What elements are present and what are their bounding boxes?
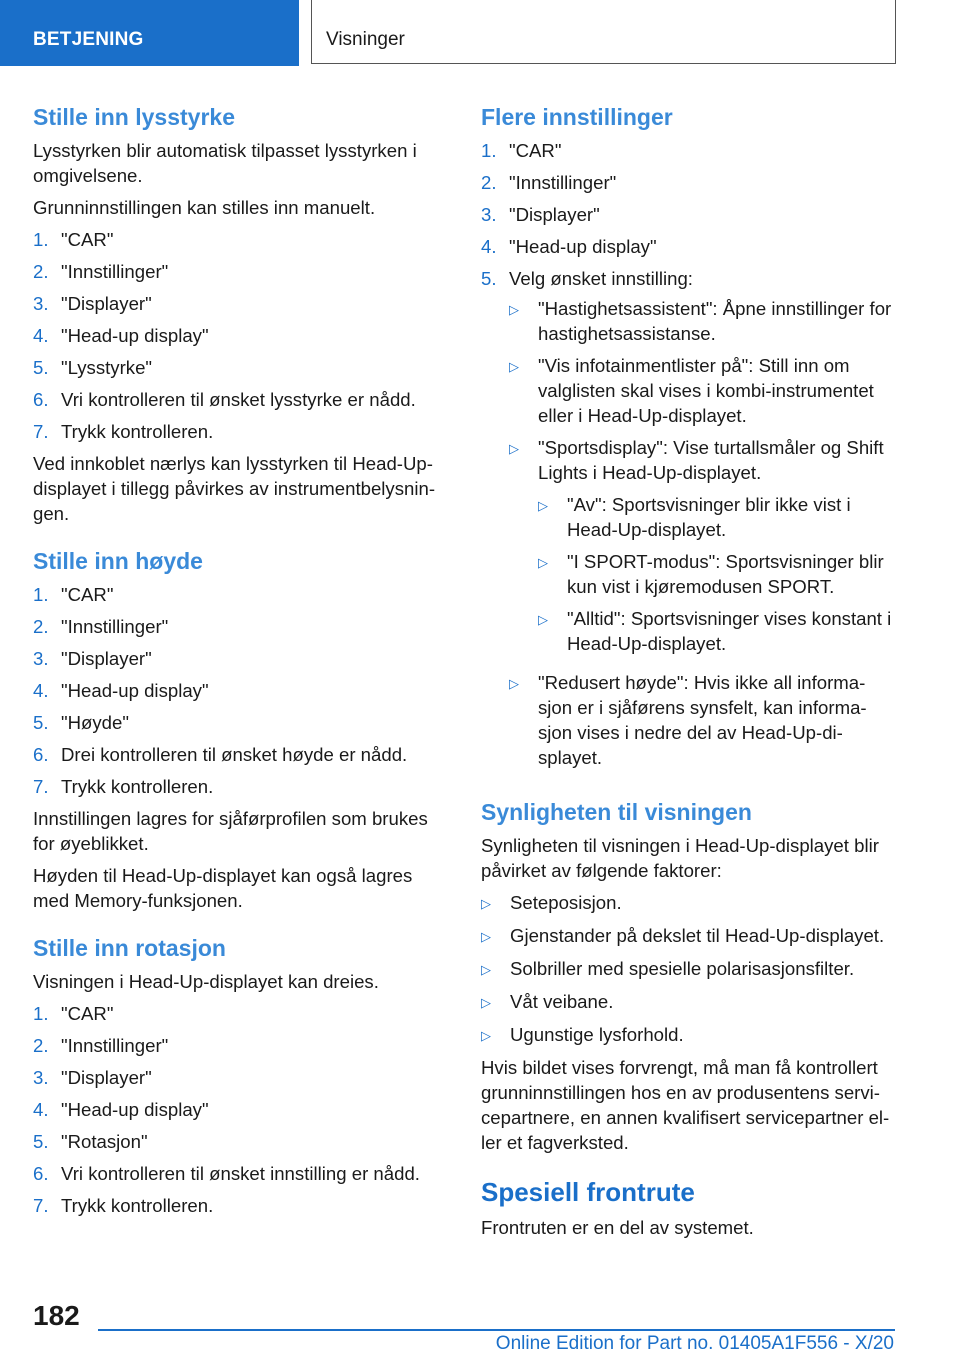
triangle-bullet-icon: ▷ <box>481 896 491 911</box>
step-item <box>33 1129 445 1154</box>
option-item <box>509 435 896 663</box>
step-number: 2. <box>33 1035 49 1056</box>
step-item <box>33 710 445 735</box>
sub-option-text: "I SPORT-modus": Sportsvisninger blir kun vist i kjøremodusen SPORT. <box>567 551 884 597</box>
step-item <box>33 646 445 671</box>
footer-divider <box>98 1329 895 1331</box>
left-column <box>33 102 445 1238</box>
factors-list <box>481 890 896 1048</box>
option-item <box>509 296 896 346</box>
section-visibility <box>481 797 896 1155</box>
step-text: Drei kontrolleren til ønsket høyde er nådd. <box>61 744 408 765</box>
step-text: "Displayer" <box>61 648 152 669</box>
step-number: 6. <box>33 1163 49 1184</box>
step-item <box>33 742 445 767</box>
step-item <box>33 323 445 348</box>
triangle-bullet-icon: ▷ <box>538 498 548 513</box>
triangle-bullet-icon: ▷ <box>509 676 519 691</box>
step-number: 3. <box>33 648 49 669</box>
step-text: "Head-up display" <box>61 680 209 701</box>
step-number: 4. <box>33 1099 49 1120</box>
step-text: "Rotasjon" <box>61 1131 148 1152</box>
paragraph: Synligheten til visningen i Head-Up-displayet blir påvirket av følgende faktorer: <box>481 835 879 881</box>
paragraph: Grunninnstillingen kan stilles inn manuelt. <box>33 197 376 218</box>
step-item <box>33 774 445 799</box>
option-text: "Vis infotainmentlister på": Still inn om valglisten skal vises i kombi-instrumentet eller i Head-Up-displayet. <box>538 355 874 426</box>
factor-text: Ugunstige lysforhold. <box>510 1024 684 1045</box>
step-item <box>33 387 445 412</box>
paragraph: Lysstyrken blir automatisk tilpasset lysstyrken i omgivelsene. <box>33 140 417 186</box>
factor-item <box>481 956 896 982</box>
factor-item <box>481 989 896 1015</box>
paragraph: Hvis bildet vises forvrengt, må man få kontrollert grunninnstillingen hos en av produsentens servi-cepartnere, en annen kvalifisert servicepartner el-ler et fagverksted. <box>481 1057 890 1153</box>
step-number: 6. <box>33 744 49 765</box>
option-text: "Sportsdisplay": Vise turtallsmåler og Shift Lights i Head-Up-displayet. <box>538 437 884 483</box>
paragraph: Visningen i Head-Up-displayet kan dreies. <box>33 971 379 992</box>
section-brightness <box>33 102 445 526</box>
section-height <box>33 546 445 913</box>
step-item <box>481 266 896 777</box>
triangle-bullet-icon: ▷ <box>538 555 548 570</box>
step-number: 7. <box>33 1195 49 1216</box>
heading-brightness: Stille inn lysstyrke <box>33 104 235 130</box>
step-text: "CAR" <box>61 229 114 250</box>
triangle-bullet-icon: ▷ <box>509 359 519 374</box>
step-item <box>33 419 445 444</box>
step-text: "Head-up display" <box>509 236 657 257</box>
step-item <box>33 678 445 703</box>
step-item <box>33 1193 445 1218</box>
step-item <box>33 355 445 380</box>
step-text: Trykk kontrolleren. <box>61 776 214 797</box>
paragraph: Høyden til Head-Up-displayet kan også lagres med Memory-funksjonen. <box>33 865 413 911</box>
triangle-bullet-icon: ▷ <box>509 441 519 456</box>
step-text: "Lysstyrke" <box>61 357 153 378</box>
step-item <box>33 614 445 639</box>
steps-list <box>33 227 445 444</box>
step-item <box>33 259 445 284</box>
step-item <box>481 234 896 259</box>
step-item <box>481 170 896 195</box>
step-number: 7. <box>33 421 49 442</box>
step-text: "Innstillinger" <box>61 261 169 282</box>
heading-special-windshield: Spesiell frontrute <box>481 1177 695 1207</box>
step-number: 2. <box>481 172 497 193</box>
section-more-settings <box>481 102 896 777</box>
step-text: "CAR" <box>61 1003 114 1024</box>
page-title: Visninger <box>326 29 405 50</box>
page-header <box>311 0 896 64</box>
heading-more-settings: Flere innstillinger <box>481 104 673 130</box>
right-column <box>481 102 896 1260</box>
options-list <box>509 296 896 770</box>
sub-option-item <box>538 549 896 599</box>
step-text: "Innstillinger" <box>61 1035 169 1056</box>
step-number: 5. <box>481 268 497 289</box>
option-text: "Hastighetsassistent": Åpne innstillinger for hastighetsassistanse. <box>538 298 892 344</box>
section-rotation <box>33 933 445 1218</box>
triangle-bullet-icon: ▷ <box>481 995 491 1010</box>
section-tab <box>0 0 299 66</box>
step-item <box>33 227 445 252</box>
paragraph: Ved innkoblet nærlys kan lysstyrken til Head-Up-displayet i tillegg påvirkes av instrumentbelysnin-gen. <box>33 453 436 524</box>
step-item <box>33 1001 445 1026</box>
step-number: 4. <box>33 680 49 701</box>
factor-item <box>481 890 896 916</box>
step-text: "Innstillinger" <box>509 172 617 193</box>
step-number: 5. <box>33 357 49 378</box>
sub-option-text: "Av": Sportsvisninger blir ikke vist i Head-Up-displayet. <box>567 494 851 540</box>
sub-option-item <box>538 492 896 542</box>
step-text: "Head-up display" <box>61 325 209 346</box>
option-item <box>509 670 896 770</box>
step-text: "CAR" <box>61 584 114 605</box>
triangle-bullet-icon: ▷ <box>509 302 519 317</box>
steps-list <box>481 138 896 777</box>
step-number: 4. <box>33 325 49 346</box>
sub-options-list <box>538 492 896 656</box>
step-item <box>33 1033 445 1058</box>
step-number: 4. <box>481 236 497 257</box>
section-special-windshield <box>481 1175 896 1240</box>
heading-height: Stille inn høyde <box>33 548 203 574</box>
triangle-bullet-icon: ▷ <box>538 612 548 627</box>
page-number: 182 <box>33 1300 80 1331</box>
step-number: 2. <box>33 616 49 637</box>
step-text: "Displayer" <box>509 204 600 225</box>
step-item <box>481 202 896 227</box>
option-body <box>538 435 896 663</box>
step-item <box>33 1065 445 1090</box>
sub-option-item <box>538 606 896 656</box>
triangle-bullet-icon: ▷ <box>481 1028 491 1043</box>
step-item <box>33 291 445 316</box>
step-number: 5. <box>33 1131 49 1152</box>
option-text: "Redusert høyde": Hvis ikke all informa-sjon er i sjåførens synsfelt, kan informa-sjon vises i nedre del av Head-Up-di-splayet. <box>538 672 867 768</box>
factor-text: Seteposisjon. <box>510 892 622 913</box>
paragraph: Frontruten er en del av systemet. <box>481 1217 754 1238</box>
step-number: 1. <box>33 1003 49 1024</box>
step-number: 1. <box>33 229 49 250</box>
heading-visibility: Synligheten til visningen <box>481 799 752 825</box>
factor-text: Våt veibane. <box>510 991 614 1012</box>
steps-list <box>33 582 445 799</box>
factor-text: Solbriller med spesielle polarisasjonsfilter. <box>510 958 855 979</box>
step-text: "Innstillinger" <box>61 616 169 637</box>
step-number: 3. <box>33 1067 49 1088</box>
step-body <box>509 266 896 777</box>
heading-rotation: Stille inn rotasjon <box>33 935 226 961</box>
step-text: Vri kontrolleren til ønsket innstilling er nådd. <box>61 1163 420 1184</box>
footer-edition: Online Edition for Part no. 01405A1F556 - X/20 <box>495 1333 894 1354</box>
step-number: 7. <box>33 776 49 797</box>
step-item <box>33 1097 445 1122</box>
paragraph: Innstillingen lagres for sjåførprofilen som brukes for øyeblikket. <box>33 808 428 854</box>
step-number: 3. <box>33 293 49 314</box>
section-label: BETJENING <box>33 29 144 50</box>
step-number: 2. <box>33 261 49 282</box>
step-text: Trykk kontrolleren. <box>61 421 214 442</box>
step-number: 1. <box>481 140 497 161</box>
step-number: 5. <box>33 712 49 733</box>
step-item <box>33 582 445 607</box>
triangle-bullet-icon: ▷ <box>481 929 491 944</box>
factor-text: Gjenstander på dekslet til Head-Up-displayet. <box>510 925 885 946</box>
step-number: 6. <box>33 389 49 410</box>
step-text: "Displayer" <box>61 293 152 314</box>
steps-list <box>33 1001 445 1218</box>
step-text: "CAR" <box>509 140 562 161</box>
option-item <box>509 353 896 428</box>
factor-item <box>481 1022 896 1048</box>
step-text: Trykk kontrolleren. <box>61 1195 214 1216</box>
sub-option-text: "Alltid": Sportsvisninger vises konstant i Head-Up-displayet. <box>567 608 892 654</box>
step-text: Velg ønsket innstilling: <box>509 268 693 289</box>
step-text: "Head-up display" <box>61 1099 209 1120</box>
step-item <box>481 138 896 163</box>
factor-item <box>481 923 896 949</box>
step-text: "Høyde" <box>61 712 129 733</box>
step-text: Vri kontrolleren til ønsket lysstyrke er nådd. <box>61 389 416 410</box>
step-text: "Displayer" <box>61 1067 152 1088</box>
triangle-bullet-icon: ▷ <box>481 962 491 977</box>
step-number: 3. <box>481 204 497 225</box>
step-number: 1. <box>33 584 49 605</box>
step-item <box>33 1161 445 1186</box>
